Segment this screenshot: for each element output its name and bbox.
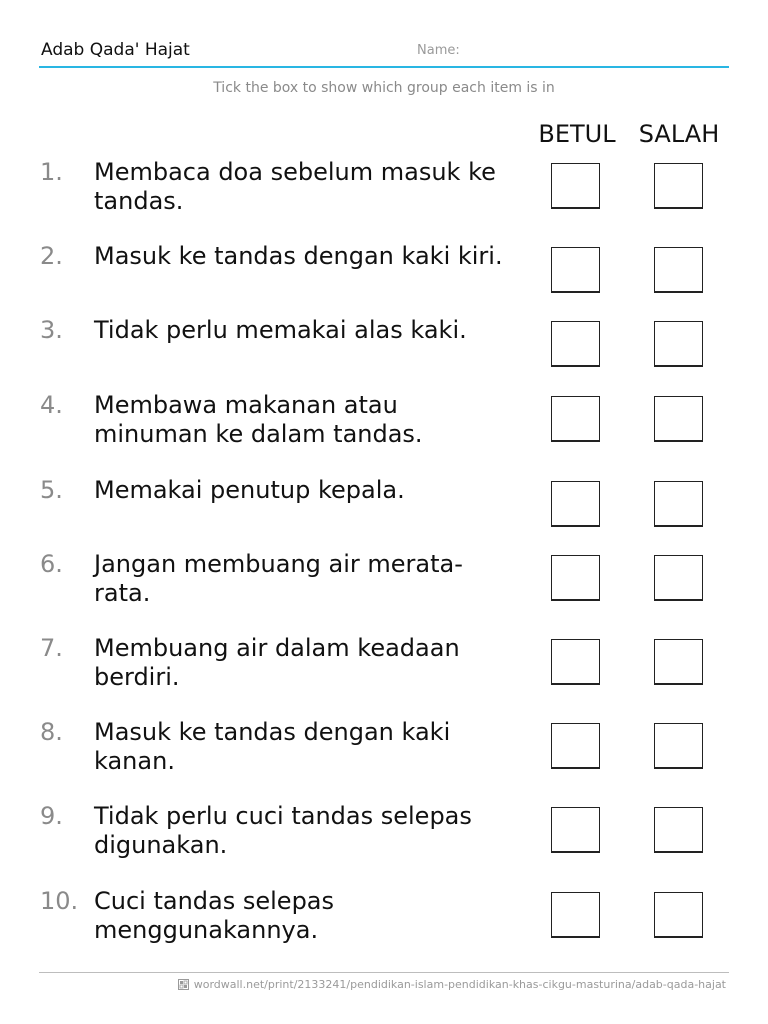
item-text: Masuk ke tandas dengan kaki kanan. [94, 718, 451, 775]
betul-checkbox[interactable] [551, 163, 600, 209]
betul-checkbox[interactable] [551, 247, 600, 293]
column-header-salah: SALAH [638, 120, 720, 148]
betul-checkbox[interactable] [551, 892, 600, 938]
item-number: 7. [40, 634, 63, 662]
column-header-betul: BETUL [538, 120, 616, 148]
item-number: 3. [40, 316, 63, 344]
header-divider [39, 66, 729, 68]
name-label: Name: [417, 43, 460, 58]
item-number: 10. [40, 887, 79, 915]
list-item [0, 718, 768, 798]
list-item [0, 158, 768, 238]
item-text: Masuk ke tandas dengan kaki kiri. [94, 242, 503, 270]
list-item [0, 316, 768, 396]
item-text: Memakai penutup kepala. [94, 476, 405, 504]
item-number: 2. [40, 242, 63, 270]
footer [178, 978, 726, 991]
item-number: 8. [40, 718, 63, 746]
salah-checkbox[interactable] [654, 321, 703, 367]
list-item [0, 391, 768, 471]
list-item [0, 476, 768, 556]
list-item [0, 802, 768, 882]
item-text: Cuci tandas selepas menggunakannya. [94, 887, 335, 944]
betul-checkbox[interactable] [551, 639, 600, 685]
wordwall-logo-icon [178, 979, 189, 990]
betul-checkbox[interactable] [551, 481, 600, 527]
betul-checkbox[interactable] [551, 396, 600, 442]
item-text: Jangan membuang air merata-rata. [94, 550, 463, 607]
worksheet-header [39, 40, 729, 68]
list-item [0, 242, 768, 322]
item-number: 6. [40, 550, 63, 578]
footer-url: wordwall.net/print/2133241/pendidikan-islam-pendidikan-khas-cikgu-masturina/adab-qada-hajat [193, 978, 726, 991]
item-number: 1. [40, 158, 63, 186]
list-item [0, 634, 768, 714]
instruction-text: Tick the box to show which group each item is in [213, 80, 555, 96]
betul-checkbox[interactable] [551, 723, 600, 769]
item-number: 9. [40, 802, 63, 830]
salah-checkbox[interactable] [654, 892, 703, 938]
salah-checkbox[interactable] [654, 639, 703, 685]
item-number: 5. [40, 476, 63, 504]
salah-checkbox[interactable] [654, 163, 703, 209]
footer-divider [39, 972, 729, 973]
list-item [0, 550, 768, 630]
item-text: Tidak perlu cuci tandas selepas digunakan. [94, 802, 472, 859]
item-text: Tidak perlu memakai alas kaki. [94, 316, 467, 344]
salah-checkbox[interactable] [654, 807, 703, 853]
betul-checkbox[interactable] [551, 555, 600, 601]
betul-checkbox[interactable] [551, 807, 600, 853]
salah-checkbox[interactable] [654, 555, 703, 601]
salah-checkbox[interactable] [654, 396, 703, 442]
item-text: Membuang air dalam keadaan berdiri. [94, 634, 460, 691]
salah-checkbox[interactable] [654, 723, 703, 769]
item-text: Membaca doa sebelum masuk ke tandas. [94, 158, 496, 215]
salah-checkbox[interactable] [654, 481, 703, 527]
item-text: Membawa makanan atau minuman ke dalam tandas. [94, 391, 423, 448]
salah-checkbox[interactable] [654, 247, 703, 293]
list-item [0, 887, 768, 967]
betul-checkbox[interactable] [551, 321, 600, 367]
worksheet-title: Adab Qada' Hajat [41, 40, 190, 60]
item-number: 4. [40, 391, 63, 419]
